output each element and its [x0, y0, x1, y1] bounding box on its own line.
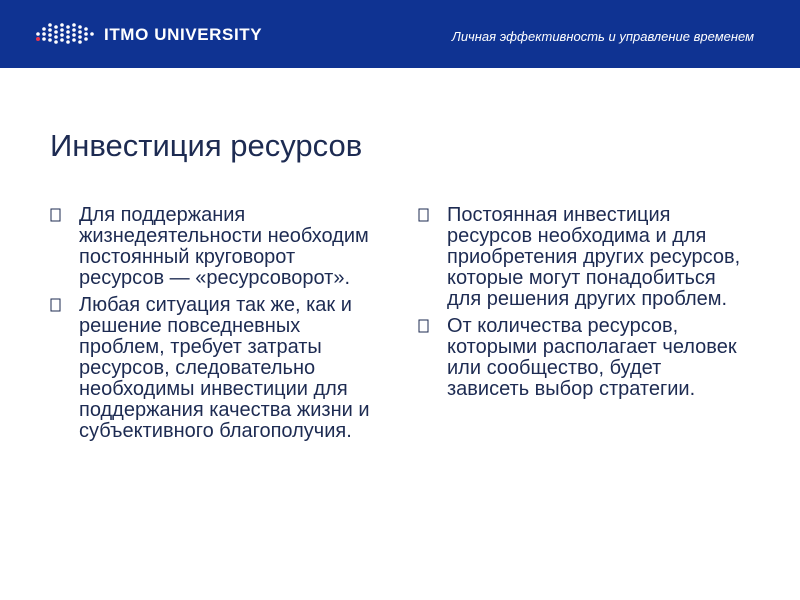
slide-title: Инвестиция ресурсов — [50, 128, 363, 163]
list-item — [418, 205, 748, 310]
header-bar — [0, 0, 800, 68]
logo-text: ITMO UNIVERSITY — [104, 25, 263, 44]
hollow-square-bullet-icon — [50, 298, 61, 312]
bullet-text: Постоянная инвестиция ресурсов необходима и для приобретения других ресурсов, которые могут понадобиться для решения других проблем. — [447, 204, 741, 310]
hollow-square-bullet-icon — [418, 319, 429, 333]
bullet-text: От количества ресурсов, которыми располагает человек или сообщество, будет зависеть выбор стратегии. — [447, 315, 737, 400]
hollow-square-bullet-icon — [50, 208, 61, 222]
bullet-text: Для поддержания жизнедеятельности необходим постоянный круговорот ресурсов — «ресурсоворот». — [79, 204, 369, 289]
left-bullet-list — [50, 205, 380, 448]
right-bullet-list — [418, 205, 748, 406]
itmo-logo-icon — [34, 22, 98, 46]
bullet-text: Любая ситуация так же, как и решение повседневных проблем, требует затраты ресурсов, следовательно необходимы инвестиции для поддержания качества жизни и субъективного благополучия. — [79, 294, 370, 442]
list-item — [50, 295, 380, 442]
list-item — [418, 316, 748, 400]
hollow-square-bullet-icon — [418, 208, 429, 222]
course-title: Личная эффективность и управление временем — [451, 29, 754, 44]
list-item — [50, 205, 380, 289]
